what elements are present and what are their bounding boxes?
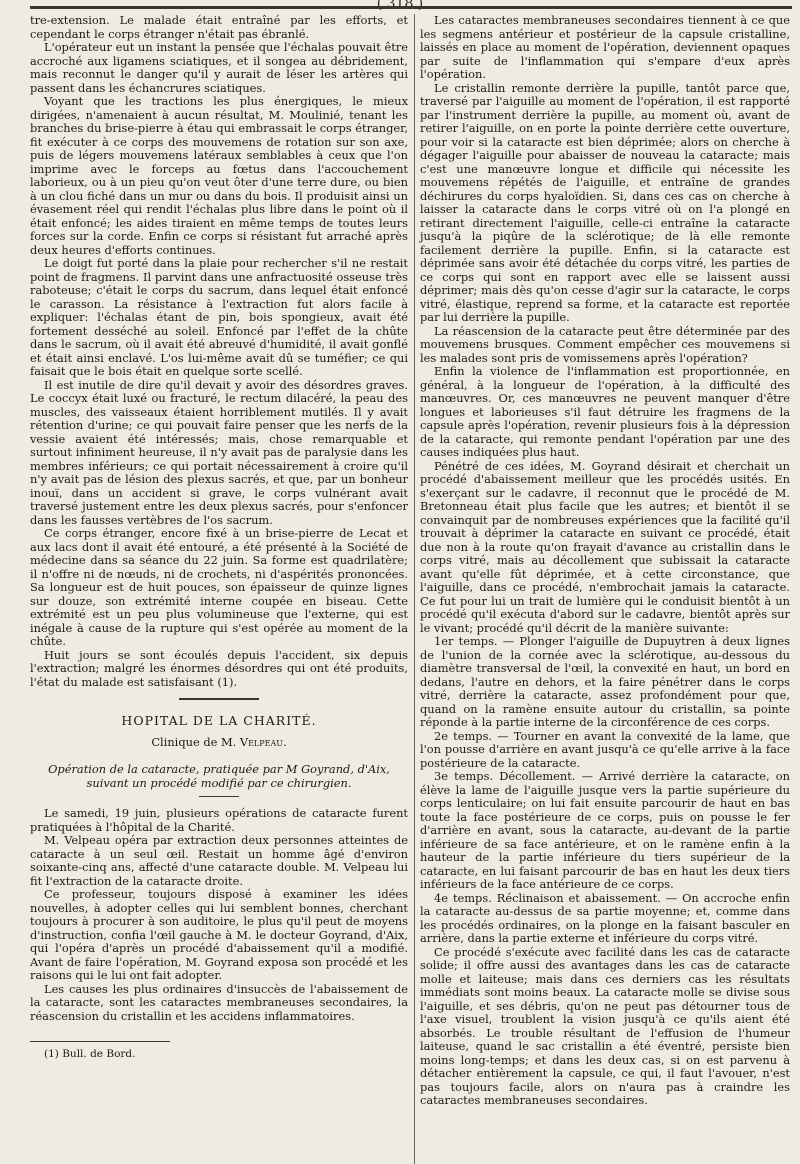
clinic-subheading <box>30 736 408 750</box>
footnote-rule <box>30 1041 170 1042</box>
right-column <box>420 14 790 1108</box>
paragraph: Les causes les plus ordinaires d'insuccès de l'abaissement de la cataracte, sont les cataractes membraneuses secondaires, la réascension du cristallin et les accidens inflammatoires. <box>30 981 408 1023</box>
paragraph: 4e temps. Réclinaison et abaissement. — On accroche enfin la cataracte au-dessus de sa partie moyenne; et, comme dans les procédés ordinaires, on la plonge en la faisant basculer en arrière, dans la partie externe et inférieure du corps vitré. <box>420 890 790 945</box>
paragraph: L'opérateur eut un instant la pensée que l'échalas pouvait être accroché aux ligamens sciatiques, et il songea au débridement, mais reconnut le danger qu'il y aurait de léser les artères qui passent dans les échancrures sciatiques. <box>30 40 408 95</box>
left-column <box>30 14 408 1062</box>
paragraph: Le cristallin remonte derrière la pupille, tantôt parce que, traversé par l'aiguille au moment de l'opération, il est rapporté par l'instrument derrière la pupille, au moment où, avant de retirer l'aiguille, on en porte la pointe derrière cette ouverture, pour voir si la cataracte est bien déprimée; alors on cherche à dégager l'aiguille pour abaisser de nouveau la cataracte; mais c'est une manœuvre longue et difficile qui nécessite les mouvemens répétés de l'aiguille, et entraîne de grandes déchirures du corps hyaloïdien. Si, dans ces cas on cherche à laisser la cataracte dans le corps vitré où on l'a plongé en retirant directement l'aiguille, celle-ci entraîne la cataracte jusqu'à la piqûre de la sclérotique; de là elle remonte facilement derrière la pupille. Enfin, si la cataracte est déprimée sans avoir été détachée du corps vitré, les parties de ce corps qui sont en rapport avec elle se laissent aussi déprimer; mais dès qu'on cesse d'agir sur la cataracte, le corps vitré, élastique, reprend sa forme, et la cataracte est reportée par lui derrière la pupille. <box>420 80 790 324</box>
paragraph: La réascension de la cataracte peut être déterminée par des mouvemens brusques. Comment empêcher ces mouvemens si les malades sont pris de vomissemens après l'opération? <box>420 323 790 365</box>
paragraph: Huit jours se sont écoulés depuis l'accident, six depuis l'extraction; malgré les énormes désordres qui ont été produits, l'état du malade est satisfaisant (1). <box>30 647 408 689</box>
section-heading: HOPITAL DE LA CHARITÉ. <box>121 713 317 728</box>
footnote: (1) Bull. de Bord. <box>44 1048 136 1060</box>
article-title: Opération de la cataracte, pratiquée par M Goyrand, d'Aix, suivant un procédé modifié par ce chirurgien. <box>48 762 390 790</box>
paragraph: Il est inutile de dire qu'il devait y avoir des désordres graves. Le coccyx était luxé ou fracturé, le rectum dilacéré, la peau des muscles, des vaisseaux étaient horriblement mutilés. Il y avait rétention d'urine; ce qui pouvait faire penser que les nerfs de la vessie avaient été intéressés; mais, chose remarquable et surtout infiniment heureuse, il n'y avait pas de paralysie dans les membres inférieurs; ce qui portait nécessairement à croire qu'il n'y avait pas de lésion des plexus sacrés, et que, par un bonheur inouï, dans un accident si grave, le corps vulnérant avait traversé justement entre les deux plexus sacrés, pour s'enfoncer dans les fausses vertèbres de l'os sacrum. <box>30 377 408 527</box>
title-rule <box>199 796 239 797</box>
paragraph: Le doigt fut porté dans la plaie pour rechercher s'il ne restait point de fragmens. Il parvint dans une anfractuosité osseuse très raboteuse; c'était le corps du sacrum, dans lequel était enfoncé le carasson. La résistance à l'extraction fut alors facile à expliquer: l'échalas étant de pin, bois spongieux, avait été fortement desséché au soleil. Enfoncé par l'effet de la chûte dans le sacrum, où il avait été abreuvé d'humidité, il avait gonflé et était ainsi enclavé. L'os lui-même avait dû se tuméfier; ce qui faisait que le bois était en quelque sorte scellé. <box>30 256 408 378</box>
paragraph: tre-extension. Le malade était entraîné par les efforts, et cependant le corps étranger n'était pas ébranlé. <box>30 13 408 41</box>
clinic-prefix: Clinique de M. <box>151 734 237 749</box>
paragraph: Les cataractes membraneuses secondaires tiennent à ce que les segmens antérieur et postérieur de la capsule cristalline, laissés en place au moment de l'opération, deviennent opaques par suite de l'inflammation qui s'empare d'eux après l'opération. <box>420 13 790 81</box>
paragraph: 2e temps. — Tourner en avant la convexité de la lame, que l'on pousse d'arrière en avant jusqu'à ce qu'elle arrive à la face postérieure de la cataracte. <box>420 728 790 770</box>
paragraph: Pénétré de ces idées, M. Goyrand désirait et cherchait un procédé d'abaissement meilleur que les procédés usités. En s'exerçant sur le cadavre, il reconnut que le procédé de M. Bretonneau était plus facile que les autres; et bientôt il se convainquit par de nombreuses expériences que la facilité qu'il trouvait à déprimer la cataracte en suivant ce procédé, était due non à la route qu'on frayait d'avance au cristallin dans le corps vitré, mais au décollement que subissait la cataracte avant qu'elle fût déprimée, et à cette circonstance, que l'aiguille, dans ce procédé, n'embrochait jamais la cataracte. Ce fut pour lui un trait de lumière qui le conduisit bientôt à un procédé qu'il exécuta d'abord sur le cadavre, bientôt après sur le vivant; procédé qu'il décrit de la manière suivante: <box>420 458 790 635</box>
paragraph: M. Velpeau opéra par extraction deux personnes atteintes de cataracte à un seul œil. Restait un homme âgé d'environ soixante-cinq ans, affecté d'une cataracte double. M. Velpeau lui fit l'extraction de la cataracte droite. <box>30 833 408 888</box>
paragraph: Ce professeur, toujours disposé à examiner les idées nouvelles, à adopter celles qui lui semblent bonnes, cherchant toujours à procurer à son auditoire, le plus qu'il peut de moyens d'instruction, confia l'œil gauche à M. le docteur Goyrand, d'Aix, qui l'opéra d'après un procédé d'abaissement qu'il a modifié. Avant de faire l'opération, M. Goyrand exposa son procédé et les raisons qui le lui ont fait adopter. <box>30 887 408 982</box>
top-rule <box>30 6 792 9</box>
paragraph: 1er temps. — Plonger l'aiguille de Dupuytren à deux lignes de l'union de la cornée avec la sclérotique, au-dessous du diamètre transversal de l'œil, la convexité en haut, un bord en dedans, l'autre en dehors, et la faire pénétrer dans le corps vitré, derrière la cataracte, assez profondément pour que, quand on la ramène ensuite autour du cristallin, sa pointe réponde à la partie interne de la circonférence de ces corps. <box>420 634 790 729</box>
paragraph: Voyant que les tractions les plus énergiques, le mieux dirigées, n'amenaient à aucun résultat, M. Moulinié, tenant les branches du brise-pierre à étau qui embrassait le corps étranger, fit exécuter à ce corps des mouvemens de rotation sur son axe, puis de légers mouvemens latéraux semblables à ceux que l'on imprime avec le forceps au fœtus dans l'accouchement laborieux, ou à un pieu qu'on veut ôter d'une terre dure, ou bien à un clou fiché dans un mur ou dans du bois. Il produisit ainsi un évasement réel qui rendit l'échalas plus libre dans le point où il était enfoncé; les aides tiraient en même temps de toutes leurs forces sur la corde. Enfin ce corps si résistant fut arraché après deux heures d'efforts continues. <box>30 94 408 257</box>
paragraph: Ce procédé s'exécute avec facilité dans les cas de cataracte solide; il offre aussi des avantages dans les cas de cataracte molle et laiteuse; mais dans ces derniers cas les résultats immédiats sont moins beaux. La cataracte molle se divise sous l'aiguille, et ses débris, qu'on ne peut pas détourner tous de l'axe visuel, troublent la vision jusqu'à ce qu'ils aient été absorbés. Le trouble résultant de l'effusion de l'humeur laiteuse, quand le sac cristallin a été éventré, persiste bien moins long-temps; et dans les deux cas, si on est parvenu à détacher entièrement la capsule, ce qui, il faut l'avouer, n'est pas toujours facile, alors on n'aura pas à craindre les cataractes membraneuses secondaires. <box>420 944 790 1107</box>
paragraph: Enfin la violence de l'inflammation est proportionnée, en général, à la longueur de l'opération, à la difficulté des manœuvres. Or, ces manœuvres ne peuvent manquer d'être longues et laborieuses s'il faut détruire les fragmens de la capsule après l'opération, revenir plusieurs fois à la dépression de la cataracte, qui remonte pendant l'opération par une des causes indiquées plus haut. <box>420 364 790 459</box>
section-separator <box>179 698 259 700</box>
column-divider <box>414 14 415 1164</box>
paragraph: 3e temps. Décollement. — Arrivé derrière la cataracte, on élève la lame de l'aiguille jusque vers la partie supérieure du corps lenticulaire; on lui fait ensuite parcourir de haut en bas toute la face postérieure de ce corps, puis on pousse le fer d'arrière en avant, sous la cataracte, au-devant de la partie inférieure de sa face antérieure, et on le ramène enfin à la hauteur de la partie inférieure du tiers supérieur de la cataracte, en lui faisant parcourir de bas en haut les deux tiers inférieurs de la face antérieure de ce corps. <box>420 769 790 891</box>
paragraph: Ce corps étranger, encore fixé à un brise-pierre de Lecat et aux lacs dont il avait été entouré, a été présenté à la Société de médecine dans sa séance du 22 juin. Sa forme est quadrilatère; il n'offre ni de nœuds, ni de crochets, ni d'aspérités prononcées. Sa longueur est de huit pouces, son épaisseur de quinze lignes sur douze, son extrémité interne coupée en biseau. Cette extrémité est un peu plus volumineuse que l'externe, qui est inégale à cause de la rupture qui s'est opérée au moment de la chûte. <box>30 526 408 648</box>
clinic-name: Velpeau. <box>239 734 287 749</box>
paragraph: Le samedi, 19 juin, plusieurs opérations de cataracte furent pratiquées à l'hôpital de la Charité. <box>30 806 408 834</box>
